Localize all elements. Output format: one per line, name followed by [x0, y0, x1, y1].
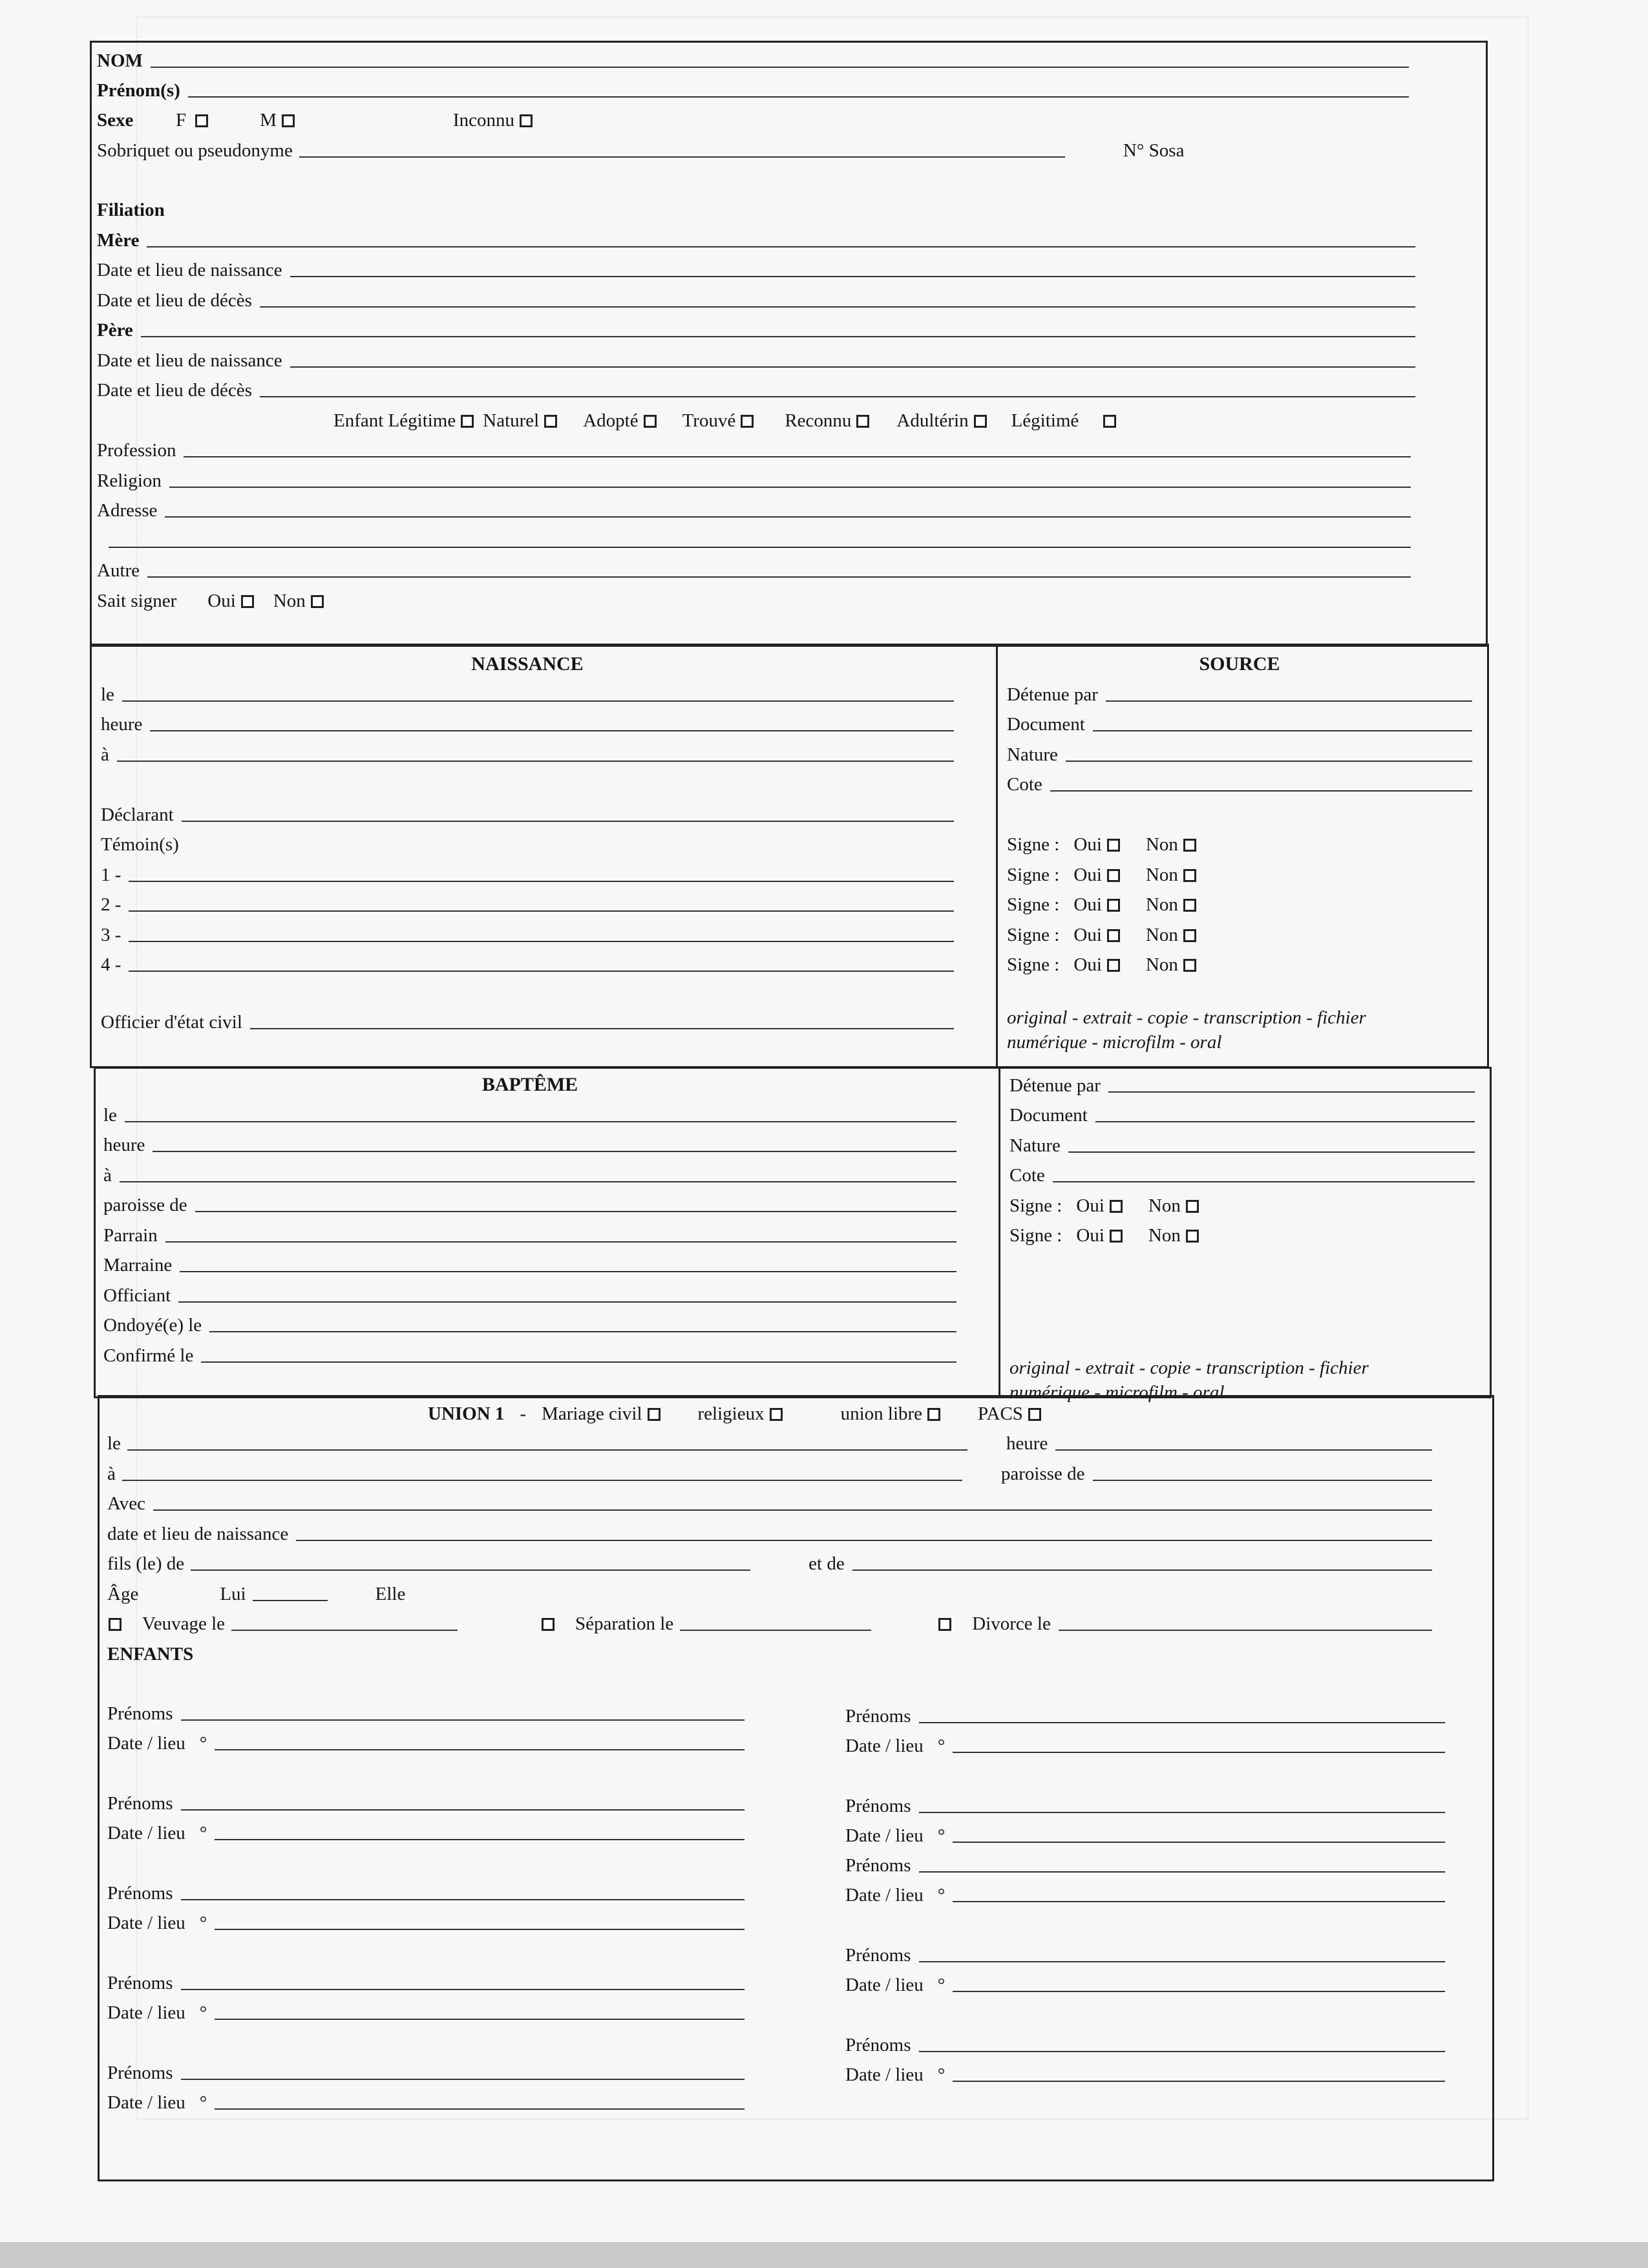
enfant-prenoms-label: Prénoms	[845, 1855, 911, 1876]
mere-deces-field[interactable]	[260, 306, 1415, 308]
religieux-label: religieux	[697, 1403, 765, 1424]
source2-types-line1: original - extrait - copie - transcription - fichier	[1009, 1358, 1369, 1378]
trouve-checkbox[interactable]	[741, 415, 754, 428]
enfant-prenoms-label: Prénoms	[845, 1706, 911, 1727]
reconnu-checkbox[interactable]	[856, 415, 869, 428]
naturel-label: Naturel	[483, 410, 540, 431]
source1-cote-field[interactable]	[1050, 790, 1472, 792]
signe-non-checkbox[interactable]	[1183, 929, 1196, 942]
enfant-date-lieu-field[interactable]	[953, 1752, 1445, 1753]
signe-oui-label: Oui	[1073, 894, 1102, 915]
union-naissance-label: date et lieu de naissance	[107, 1523, 289, 1544]
enfant-date-lieu-label: Date / lieu	[107, 2092, 185, 2113]
profession-label: Profession	[97, 440, 176, 461]
enfant-prenoms-label: Prénoms	[845, 2035, 911, 2055]
adresse-label: Adresse	[97, 500, 158, 521]
naissance-le-field[interactable]	[122, 700, 954, 702]
degree-symbol: °	[937, 2064, 945, 2085]
autre-field[interactable]	[147, 576, 1411, 578]
signe-oui-checkbox[interactable]	[1107, 899, 1120, 912]
sexe-inconnu-label: Inconnu	[452, 110, 514, 131]
bapteme-le-field[interactable]	[125, 1121, 956, 1122]
union-naissance-field[interactable]	[296, 1540, 1432, 1541]
enfant-prenoms-label: Prénoms	[107, 1973, 173, 1993]
source2-nature-field[interactable]	[1068, 1151, 1475, 1153]
signe-oui-label: Oui	[1073, 864, 1102, 885]
enfant-date-lieu-label: Date / lieu	[845, 1736, 924, 1756]
signe-oui-label: Oui	[1076, 1225, 1104, 1246]
temoin-1-field[interactable]	[129, 881, 954, 882]
enfant-legitime-label: Enfant Légitime	[333, 410, 456, 431]
enfant-date-lieu-label: Date / lieu	[107, 1823, 185, 1843]
signe-label: Signe :	[1007, 924, 1060, 945]
officiant-field[interactable]	[178, 1301, 956, 1303]
union-header-row	[107, 1397, 1432, 1427]
pere-naissance-field[interactable]	[290, 366, 1415, 368]
bapteme-a-field[interactable]	[120, 1181, 956, 1182]
source1-signe-row-5	[1007, 949, 1472, 979]
source1-signe-row-3	[1007, 888, 1472, 919]
bapteme-divider	[998, 1067, 1000, 1398]
mariage-civil-label: Mariage civil	[542, 1403, 642, 1424]
source2-nature-label: Nature	[1009, 1135, 1061, 1156]
ondoye-field[interactable]	[209, 1331, 956, 1332]
degree-symbol: °	[937, 1885, 945, 1906]
sosa-label: N° Sosa	[1123, 140, 1185, 161]
source2-cote-field[interactable]	[1053, 1181, 1475, 1182]
officier-field[interactable]	[250, 1028, 954, 1029]
adresse-field[interactable]	[165, 516, 1411, 518]
identity-section	[97, 44, 1409, 614]
enfant-prenoms-label: Prénoms	[845, 1945, 911, 1966]
adopte-label: Adopté	[583, 410, 639, 431]
sexe-m-checkbox[interactable]	[282, 114, 295, 127]
enfant-prenoms-field[interactable]	[919, 1961, 1446, 1962]
signe-non-checkbox[interactable]	[1183, 839, 1196, 852]
signe-label: Signe :	[1009, 1195, 1062, 1216]
naissance-a-label: à	[101, 744, 109, 765]
enfant-legitime-checkbox[interactable]	[461, 415, 474, 428]
separation-checkbox[interactable]	[542, 1618, 555, 1631]
enfant-date-lieu-field[interactable]	[215, 1749, 745, 1750]
enfant-date-lieu-field[interactable]	[215, 1929, 745, 1930]
naissance-le-label: le	[101, 684, 114, 705]
enfant-date-lieu-field[interactable]	[953, 1842, 1445, 1843]
union-paroisse-field[interactable]	[1093, 1480, 1432, 1481]
naissance-heure-field[interactable]	[150, 730, 954, 731]
source1-detenue-label: Détenue par	[1007, 684, 1098, 705]
enfant-date-lieu-label: Date / lieu	[107, 1733, 185, 1754]
prenoms-label: Prénom(s)	[97, 79, 180, 101]
union-title: UNION 1	[428, 1403, 505, 1424]
enfant-prenoms-label: Prénoms	[845, 1796, 911, 1816]
divorce-checkbox[interactable]	[938, 1618, 951, 1631]
sait-signer-oui-checkbox[interactable]	[241, 595, 254, 608]
source1-nature-field[interactable]	[1066, 761, 1472, 762]
adopte-checkbox[interactable]	[644, 415, 657, 428]
age-lui-field[interactable]	[253, 1600, 328, 1601]
source1-types-line1: original - extrait - copie - transcription - fichier	[1007, 1007, 1366, 1028]
source2-cote-label: Cote	[1009, 1165, 1045, 1186]
separation-field[interactable]	[680, 1630, 871, 1631]
signe-non-checkbox[interactable]	[1183, 959, 1196, 972]
enfant-prenoms-label: Prénoms	[107, 1793, 173, 1814]
signe-non-label: Non	[1145, 834, 1178, 855]
sait-signer-non-checkbox[interactable]	[311, 595, 324, 608]
officiant-label: Officiant	[103, 1285, 171, 1306]
union-le-field[interactable]	[127, 1449, 967, 1451]
sexe-f-checkbox[interactable]	[195, 114, 208, 127]
signe-oui-checkbox[interactable]	[1107, 929, 1120, 942]
parrain-field[interactable]	[165, 1241, 956, 1243]
veuvage-label: Veuvage le	[142, 1613, 226, 1634]
enfant-date-lieu-field[interactable]	[215, 2019, 745, 2020]
enfants-title: ENFANTS	[107, 1643, 194, 1664]
divorce-field[interactable]	[1059, 1630, 1432, 1631]
naturel-checkbox[interactable]	[544, 415, 557, 428]
trouve-label: Trouvé	[682, 410, 736, 431]
temoin-4-label: 4 -	[101, 954, 121, 975]
bapteme-section	[103, 1069, 956, 1369]
filiation-title: Filiation	[97, 200, 165, 220]
source2-document-field[interactable]	[1095, 1121, 1475, 1122]
source1-signe-row-2	[1007, 858, 1472, 888]
age-lui-label: Lui	[220, 1583, 246, 1604]
pere-field[interactable]	[141, 336, 1415, 337]
bapteme-a-label: à	[103, 1164, 112, 1186]
signe-non-label: Non	[1145, 954, 1178, 975]
pere-deces-field[interactable]	[260, 396, 1415, 397]
enfant-date-lieu-field[interactable]	[215, 2108, 745, 2110]
temoin-3-label: 3 -	[101, 924, 121, 945]
signe-label: Signe :	[1007, 864, 1060, 885]
enfant-date-lieu-label: Date / lieu	[845, 1975, 924, 1995]
union-heure-field[interactable]	[1055, 1449, 1432, 1451]
age-elle-label: Elle	[375, 1583, 406, 1604]
declarant-field[interactable]	[182, 821, 954, 822]
signe-non-checkbox[interactable]	[1183, 869, 1196, 882]
union-le-label: le	[107, 1433, 121, 1454]
naissance-section	[101, 648, 954, 1036]
enfant-prenoms-label: Prénoms	[107, 2063, 173, 2083]
signe-oui-checkbox[interactable]	[1107, 869, 1120, 882]
enfant-prenoms-label: Prénoms	[107, 1883, 173, 1904]
source1-document-label: Document	[1007, 714, 1085, 735]
officier-label: Officier d'état civil	[101, 1011, 242, 1033]
mere-field[interactable]	[147, 246, 1415, 247]
source2-document-label: Document	[1009, 1105, 1088, 1126]
nom-label: NOM	[97, 50, 143, 71]
union-dash: -	[520, 1403, 527, 1424]
legitime-label: Légitimé	[1011, 410, 1079, 431]
signe-non-label: Non	[1145, 864, 1178, 885]
degree-symbol: °	[937, 1825, 945, 1846]
temoin-2-field[interactable]	[129, 910, 954, 912]
enfant-prenoms-field[interactable]	[919, 1722, 1446, 1723]
avec-label: Avec	[107, 1493, 146, 1514]
sexe-label: Sexe	[97, 110, 134, 131]
degree-symbol: °	[937, 1736, 945, 1756]
union-heure-label: heure	[1006, 1433, 1048, 1454]
profession-field[interactable]	[184, 456, 1411, 457]
source2-types-line2: numérique - microfilm - oral	[1009, 1382, 1225, 1403]
enfant-prenoms-field[interactable]	[181, 1809, 745, 1811]
mere-deces-label: Date et lieu de décès	[97, 289, 252, 311]
signe-non-label: Non	[1148, 1195, 1181, 1216]
enfant-prenoms-field[interactable]	[181, 1899, 745, 1900]
union-libre-label: union libre	[840, 1403, 923, 1424]
veuvage-checkbox[interactable]	[109, 1618, 121, 1631]
avec-field[interactable]	[153, 1509, 1432, 1511]
union-a-field[interactable]	[122, 1480, 962, 1481]
enfant-date-lieu-field[interactable]	[953, 2081, 1445, 2082]
sexe-f-label: F	[176, 110, 187, 131]
mere-label: Mère	[97, 229, 140, 251]
religion-field[interactable]	[169, 487, 1411, 488]
adulterin-checkbox[interactable]	[974, 415, 987, 428]
signe-label: Signe :	[1007, 894, 1060, 915]
nom-field[interactable]	[151, 67, 1409, 68]
mariage-civil-checkbox[interactable]	[648, 1408, 660, 1421]
confirme-label: Confirmé le	[103, 1345, 194, 1366]
sobriquet-field[interactable]	[299, 156, 1065, 158]
signe-non-label: Non	[1145, 894, 1178, 915]
religion-label: Religion	[97, 470, 162, 491]
adresse-field-2[interactable]	[109, 547, 1411, 548]
signe-oui-checkbox[interactable]	[1110, 1230, 1123, 1243]
enfants-left-column	[107, 1697, 745, 2116]
enfants-right-column	[845, 1700, 1445, 2088]
divorce-label: Divorce le	[972, 1613, 1051, 1634]
signe-label: Signe :	[1007, 954, 1060, 975]
source2-signe-row-1	[1009, 1189, 1475, 1219]
pacs-label: PACS	[978, 1403, 1023, 1424]
adulterin-label: Adultérin	[896, 410, 969, 431]
enfant-status-row	[97, 404, 1409, 434]
enfant-date-lieu-label: Date / lieu	[845, 1885, 924, 1906]
autre-label: Autre	[97, 560, 140, 581]
enfant-prenoms-field[interactable]	[919, 1812, 1446, 1813]
confirme-field[interactable]	[201, 1361, 956, 1363]
temoins-label: Témoin(s)	[101, 834, 179, 855]
source1-signe-row-4	[1007, 918, 1472, 949]
source2-detenue-label: Détenue par	[1009, 1075, 1101, 1096]
temoin-4-field[interactable]	[129, 971, 954, 972]
signe-oui-checkbox[interactable]	[1107, 959, 1120, 972]
bapteme-heure-field[interactable]	[153, 1151, 956, 1152]
sait-signer-oui-label: Oui	[207, 590, 236, 611]
sait-signer-non-label: Non	[273, 590, 306, 611]
bapteme-le-label: le	[103, 1104, 117, 1126]
sait-signer-label: Sait signer	[97, 590, 177, 611]
union-paroisse-label: paroisse de	[1000, 1463, 1085, 1484]
enfant-prenoms-field[interactable]	[919, 1871, 1446, 1873]
enfant-date-lieu-field[interactable]	[953, 1991, 1445, 1992]
naissance-divider	[996, 644, 998, 1068]
enfant-prenoms-field[interactable]	[181, 2079, 745, 2080]
enfant-date-lieu-label: Date / lieu	[107, 2002, 185, 2023]
signe-non-label: Non	[1148, 1225, 1181, 1246]
et-de-field[interactable]	[852, 1570, 1432, 1571]
bapteme-paroisse-field[interactable]	[195, 1211, 956, 1212]
enfant-date-lieu-label: Date / lieu	[845, 2064, 924, 2085]
degree-symbol: °	[199, 1823, 207, 1843]
signe-label: Signe :	[1007, 834, 1060, 855]
signe-non-checkbox[interactable]	[1186, 1200, 1199, 1213]
bapteme-source-section	[1009, 1069, 1475, 1406]
signe-non-checkbox[interactable]	[1186, 1230, 1199, 1243]
enfant-prenoms-field[interactable]	[181, 1719, 745, 1721]
sexe-inconnu-checkbox[interactable]	[520, 114, 533, 127]
naissance-title: NAISSANCE	[471, 653, 584, 675]
degree-symbol: °	[199, 2002, 207, 2023]
signe-non-label: Non	[1145, 924, 1178, 945]
scanner-bottom-edge	[0, 2242, 1648, 2268]
degree-symbol: °	[937, 1975, 945, 1995]
union-a-label: à	[107, 1463, 116, 1484]
ondoye-label: Ondoyé(e) le	[103, 1315, 202, 1336]
declarant-label: Déclarant	[101, 804, 174, 825]
religieux-checkbox[interactable]	[770, 1408, 783, 1421]
naissance-source-section	[1007, 648, 1472, 1056]
marraine-label: Marraine	[103, 1255, 173, 1276]
union-section	[107, 1397, 1432, 1668]
bapteme-heure-label: heure	[103, 1135, 145, 1155]
et-de-label: et de	[808, 1553, 845, 1574]
reconnu-label: Reconnu	[785, 410, 852, 431]
parrain-label: Parrain	[103, 1224, 158, 1246]
mere-naissance-field[interactable]	[290, 276, 1415, 277]
source1-nature-label: Nature	[1007, 744, 1058, 765]
enfant-date-lieu-field[interactable]	[215, 1839, 745, 1840]
sexe-m-label: M	[260, 110, 277, 131]
legitime-checkbox[interactable]	[1103, 415, 1116, 428]
temoin-3-field[interactable]	[129, 941, 954, 942]
bapteme-paroisse-label: paroisse de	[103, 1195, 187, 1215]
naissance-source-title: SOURCE	[1199, 653, 1280, 675]
fils-de-field[interactable]	[191, 1570, 750, 1571]
source1-document-field[interactable]	[1093, 730, 1472, 731]
pere-naissance-label: Date et lieu de naissance	[97, 350, 282, 371]
source1-detenue-field[interactable]	[1106, 700, 1472, 702]
signe-oui-label: Oui	[1073, 834, 1102, 855]
enfant-prenoms-label: Prénoms	[107, 1703, 173, 1724]
source1-types-line2: numérique - microfilm - oral	[1007, 1032, 1222, 1053]
degree-symbol: °	[199, 1733, 207, 1754]
sobriquet-label: Sobriquet ou pseudonyme	[97, 140, 293, 161]
pere-deces-label: Date et lieu de décès	[97, 380, 252, 401]
enfant-prenoms-field[interactable]	[181, 1989, 745, 1990]
degree-symbol: °	[199, 2092, 207, 2113]
enfant-date-lieu-label: Date / lieu	[845, 1825, 924, 1846]
naissance-heure-label: heure	[101, 714, 143, 735]
union-libre-checkbox[interactable]	[927, 1408, 940, 1421]
signe-oui-checkbox[interactable]	[1110, 1200, 1123, 1213]
veuvage-field[interactable]	[231, 1630, 458, 1631]
naissance-a-field[interactable]	[117, 761, 954, 762]
source1-cote-label: Cote	[1007, 774, 1042, 795]
degree-symbol: °	[199, 1913, 207, 1933]
age-label: Âge	[107, 1583, 139, 1604]
signe-oui-label: Oui	[1073, 924, 1102, 945]
bapteme-title: BAPTÊME	[481, 1074, 578, 1095]
pacs-checkbox[interactable]	[1028, 1408, 1041, 1421]
prenoms-field[interactable]	[188, 96, 1409, 98]
source2-signe-row-2	[1009, 1219, 1475, 1250]
enfant-date-lieu-label: Date / lieu	[107, 1913, 185, 1933]
mere-naissance-label: Date et lieu de naissance	[97, 260, 282, 280]
enfant-prenoms-field[interactable]	[919, 2051, 1446, 2052]
source2-detenue-field[interactable]	[1108, 1091, 1475, 1093]
signe-label: Signe :	[1009, 1225, 1062, 1246]
enfant-date-lieu-field[interactable]	[953, 1901, 1445, 1902]
pere-label: Père	[97, 320, 133, 341]
marraine-field[interactable]	[180, 1271, 956, 1272]
separation-label: Séparation le	[575, 1613, 674, 1634]
signe-oui-label: Oui	[1073, 954, 1102, 975]
signe-oui-checkbox[interactable]	[1107, 839, 1120, 852]
signe-oui-label: Oui	[1076, 1195, 1104, 1216]
temoin-2-label: 2 -	[101, 894, 121, 915]
source1-signe-row-1	[1007, 828, 1472, 859]
fils-de-label: fils (le) de	[107, 1553, 185, 1574]
signe-non-checkbox[interactable]	[1183, 899, 1196, 912]
temoin-1-label: 1 -	[101, 864, 121, 885]
